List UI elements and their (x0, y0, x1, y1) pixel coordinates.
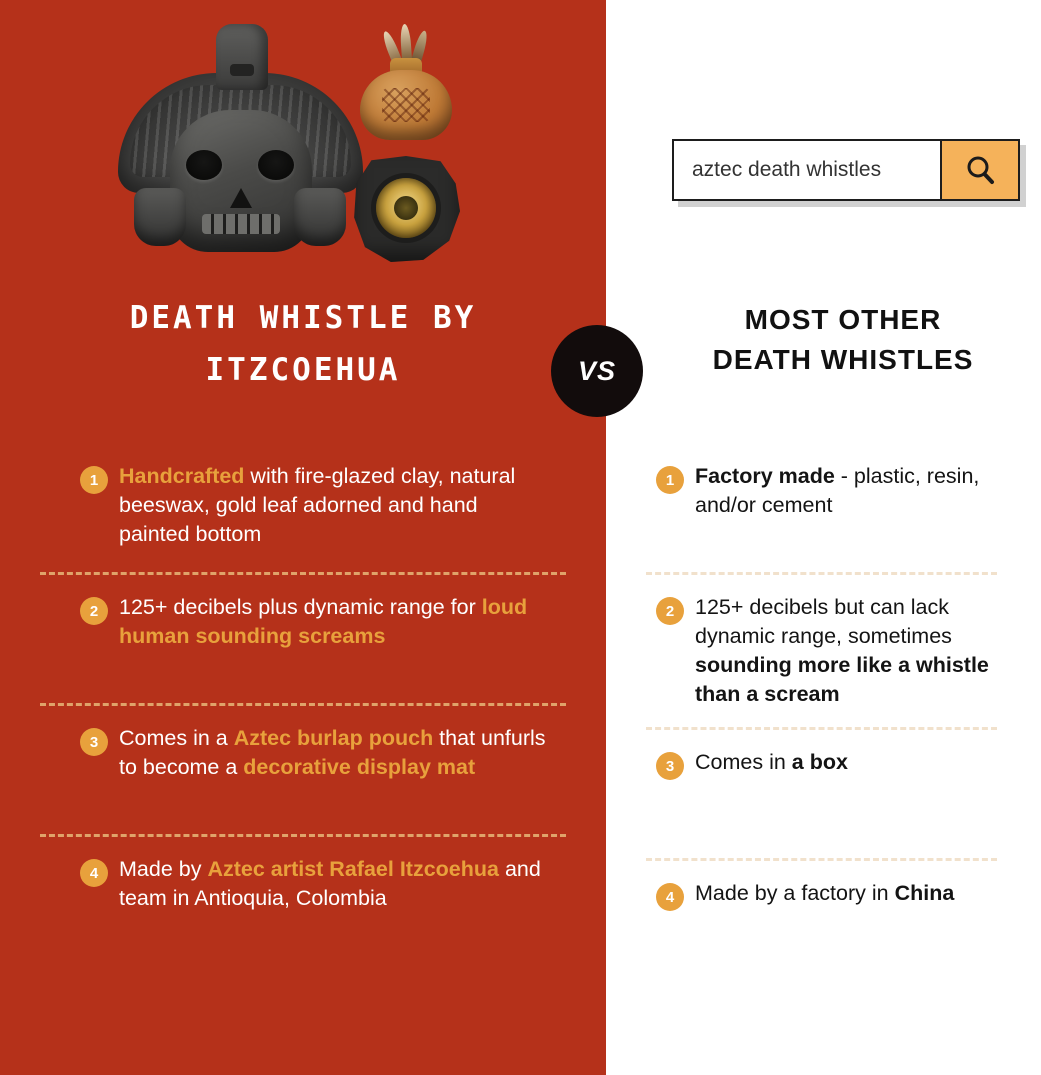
skull-eye-right (258, 150, 294, 180)
list-item (80, 706, 550, 834)
product-imagery (0, 10, 606, 270)
skull-side-left (134, 188, 186, 246)
vs-badge: VS (551, 325, 643, 417)
search-button[interactable] (942, 141, 1018, 199)
list-item-text: Handcrafted with fire-glazed clay, natural beeswax, gold leaf adorned and hand painted bottom (119, 464, 516, 546)
right-title-line-1: MOST OTHER (744, 304, 942, 335)
left-title-line-1: DEATH WHISTLE BY (129, 300, 477, 336)
list-item-text: Comes in a Aztec burlap pouch that unfurls to become a decorative display mat (119, 726, 546, 779)
skull-side-right (294, 188, 346, 246)
left-title (40, 292, 566, 396)
list-item-text: Comes in a box (695, 750, 848, 774)
skull-teeth (202, 214, 280, 234)
list-item (656, 444, 1006, 572)
list-item-text: 125+ decibels but can lack dynamic range, sometimes sounding more like a whistle than a scream (695, 595, 989, 706)
list-item (80, 837, 550, 957)
list-item-text: Made by Aztec artist Rafael Itzcoehua and team in Antioquia, Colombia (119, 857, 541, 910)
search-bar[interactable] (672, 139, 1020, 201)
list-item-number: 1 (80, 466, 108, 494)
search-icon (963, 153, 997, 187)
list-item (656, 575, 1006, 727)
list-item-number: 1 (656, 466, 684, 494)
display-mat-medallion-image (352, 156, 460, 262)
list-item (80, 444, 550, 572)
list-item-number: 3 (80, 728, 108, 756)
list-item (80, 575, 550, 703)
list-item-text: 125+ decibels plus dynamic range for loud human sounding screams (119, 595, 528, 648)
list-item (656, 730, 1006, 858)
list-item-number: 2 (656, 597, 684, 625)
skull-eye-left (186, 150, 222, 180)
skull-nose (230, 188, 252, 208)
list-item-number: 3 (656, 752, 684, 780)
list-item-number: 2 (80, 597, 108, 625)
death-whistle-skull-image (118, 18, 363, 268)
left-feature-list (0, 444, 606, 957)
list-item-number: 4 (80, 859, 108, 887)
right-title (645, 300, 1041, 380)
right-title-line-2: DEATH WHISTLES (712, 344, 974, 375)
list-item-number: 4 (656, 883, 684, 911)
list-item (656, 861, 1006, 981)
pouch-body (360, 70, 452, 140)
search-input[interactable]: aztec death whistles (674, 141, 942, 199)
left-title-line-2: ITZCOEHUA (205, 352, 401, 388)
right-feature-list (606, 444, 1041, 981)
list-item-text: Made by a factory in China (695, 881, 955, 905)
list-item-text: Factory made - plastic, resin, and/or cement (695, 464, 980, 517)
skull-face (170, 110, 312, 252)
burlap-pouch-image (356, 32, 456, 142)
skull-top-knob (216, 24, 268, 90)
